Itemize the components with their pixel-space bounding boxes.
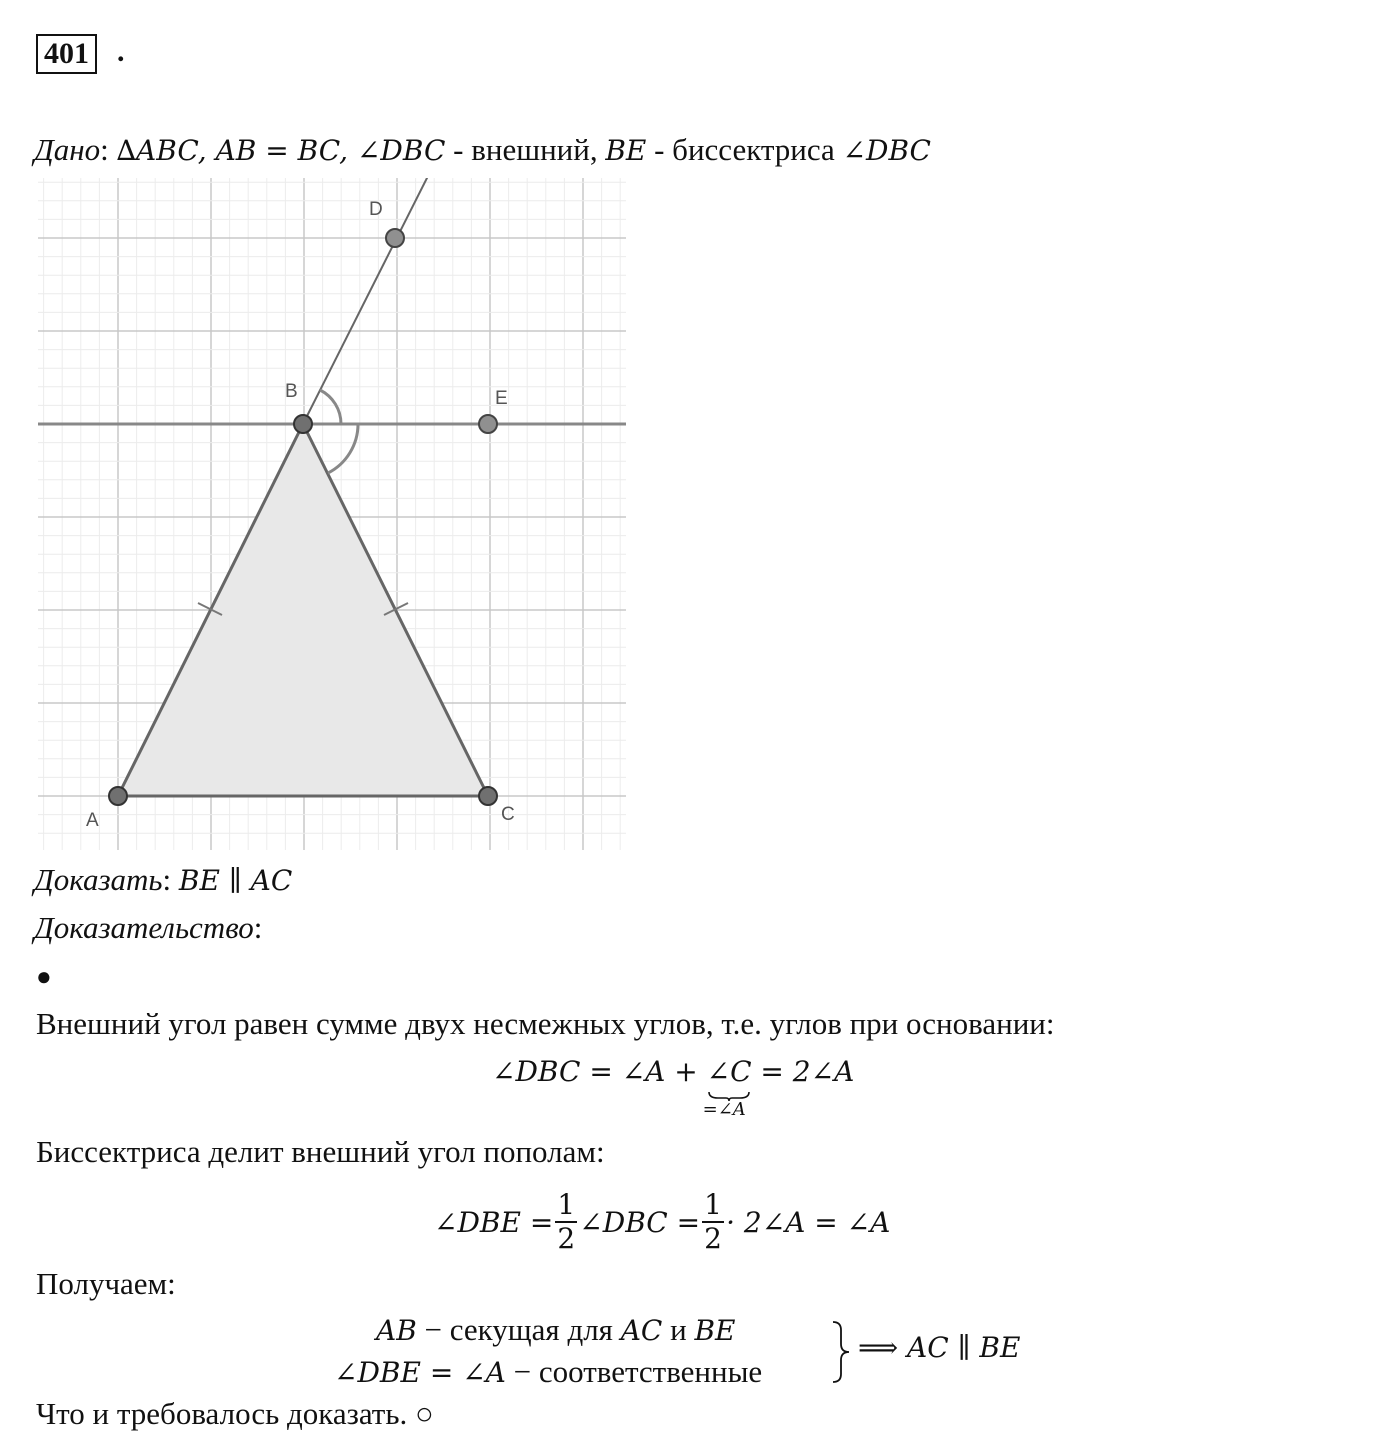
problem-number-dot: . <box>117 35 125 68</box>
right-brace <box>830 1320 852 1384</box>
bullet: ● <box>36 962 52 991</box>
conclusion-text: ⟹ AC ∥ BE <box>858 1331 1021 1364</box>
step1-brace-group <box>702 1052 752 1120</box>
proof-heading: Доказательство: <box>34 910 263 945</box>
problem-number: 401 <box>36 34 97 74</box>
step1-brace-term: ∠C <box>706 1055 752 1088</box>
point-b <box>294 415 312 433</box>
fraction-2 <box>702 1189 724 1255</box>
label-d: D <box>369 199 383 220</box>
given-line: Дано: ∆ABC, AB = BC, ∠DBC - внешний, BE - биссектриса ∠DBC <box>34 132 931 167</box>
point-c <box>479 787 497 805</box>
angle-ebc-arc <box>328 424 358 473</box>
given-statement: ∆ABC, AB = BC, ∠DBC <box>116 134 446 167</box>
fraction-2-den: 2 <box>704 1222 722 1255</box>
under-brace-label: =∠A <box>702 1099 746 1120</box>
sys1-mid: − секущая для <box>416 1312 621 1347</box>
proof-label: Доказательство <box>34 910 254 945</box>
given-angle: ∠DBC <box>842 134 931 167</box>
step2-text: Биссектриса делит внешний угол пополам: <box>36 1134 605 1169</box>
given-bisector-text: - биссектриса <box>646 132 843 167</box>
sys2-eq: ∠DBE = ∠A <box>334 1356 506 1389</box>
geometry-figure <box>38 178 626 850</box>
step1-formula-right: = 2∠A <box>751 1055 855 1088</box>
step3-text: Получаем: <box>36 1266 176 1301</box>
prove-line: Доказать: BE ∥ AC <box>34 862 293 897</box>
sys1-ab: AB <box>376 1314 417 1347</box>
fraction-1-den: 2 <box>557 1222 576 1255</box>
fraction-1-num: 1 <box>557 1188 576 1221</box>
label-a: A <box>86 810 99 831</box>
given-external-text: - внешний, <box>445 132 606 167</box>
fraction-1 <box>555 1189 577 1255</box>
conclusion <box>858 1328 1020 1373</box>
angle-dbe-arc <box>320 390 341 424</box>
sys1-ac: AC <box>620 1314 663 1347</box>
step1-formula <box>492 1052 855 1120</box>
label-b: B <box>285 381 298 402</box>
sys2-word: − соответственные <box>505 1354 763 1389</box>
qed-line: Что и требовалось доказать. ○ <box>36 1396 434 1431</box>
point-e <box>479 415 497 433</box>
given-be: BE <box>605 134 647 167</box>
system-line-1 <box>376 1310 735 1351</box>
step1-formula-left: ∠DBC = ∠A + <box>492 1055 707 1088</box>
prove-statement: BE ∥ AC <box>178 864 293 897</box>
fraction-2-num: 1 <box>704 1188 722 1221</box>
label-e: E <box>495 388 508 409</box>
step2-f1: ∠DBE = <box>434 1205 554 1239</box>
given-label: Дано <box>34 132 101 167</box>
system-line-2 <box>334 1352 762 1393</box>
step2-f2: ∠DBC = <box>579 1205 701 1239</box>
step2-f3: · 2∠A = ∠A <box>726 1205 891 1239</box>
prove-label: Доказать <box>34 862 163 897</box>
sys1-be: BE <box>694 1314 736 1347</box>
point-d <box>386 229 404 247</box>
point-a <box>109 787 127 805</box>
sys1-and: и <box>662 1312 695 1347</box>
step2-formula <box>434 1180 890 1264</box>
label-c: C <box>501 804 515 825</box>
step1-text: Внешний угол равен сумме двух несмежных углов, т.е. углов при основании: <box>36 1006 1055 1041</box>
